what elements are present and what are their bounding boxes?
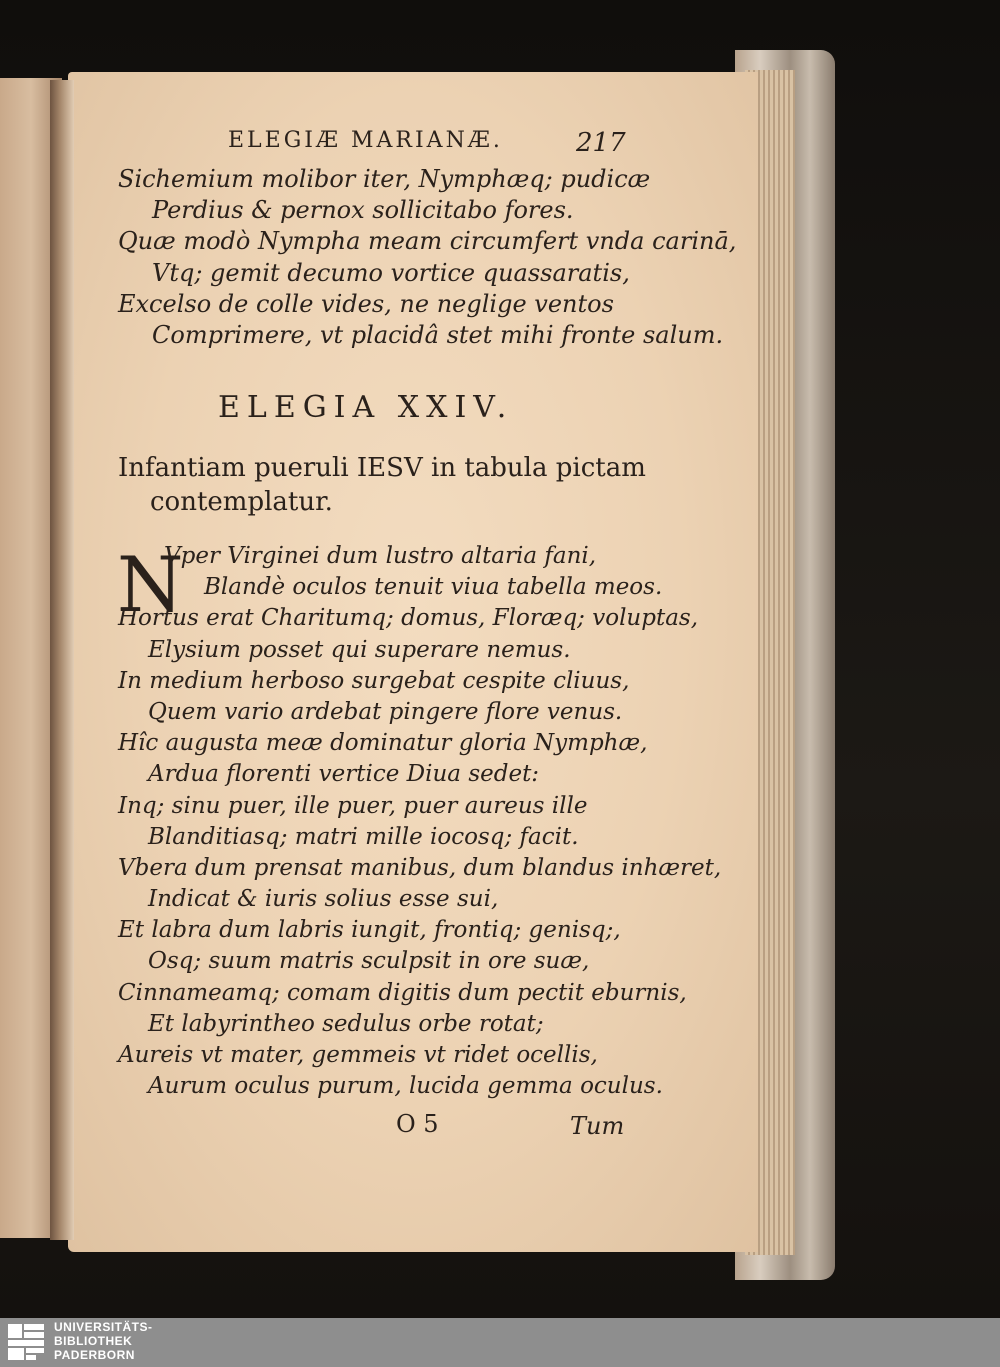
verse-line: Sichemium molibor iter, Nymphæq; pudicæ [118,165,651,193]
verse-line: Hortus erat Charitumq; domus, Floræq; voluptas, [118,605,699,632]
drop-cap: N [117,540,184,629]
verse-line: Comprimere, vt placidâ stet mihi fronte salum. [152,320,724,349]
library-name [54,1320,153,1362]
verse-line: Vper Virginei dum lustro altaria fani, [164,543,597,569]
verse-line: Vtq; gemit decumo vortice quassaratis, [152,258,630,287]
verse-line: Cinnameamq; comam digitis dum pectit eburnis, [118,979,687,1006]
verse-line: Ardua florenti vertice Diua sedet: [148,761,540,788]
verse-line: Osq; suum matris sculpsit in ore suæ, [148,948,590,975]
verse-line: Indicat & iuris solius esse sui, [148,886,499,913]
running-title: ELEGIÆ MARIANÆ. [228,128,503,153]
page-number: 217 [576,128,626,158]
verse-line: Quem vario ardebat pingere flore venus. [148,698,623,725]
catchword: Tum [570,1112,625,1140]
verse-line: Elysium posset qui superare nemus. [148,636,571,663]
gutter-shadow [50,80,74,1240]
library-logo-icon [6,1322,46,1362]
argument-line: contemplatur. [150,487,333,517]
elegy-argument [118,451,646,519]
verse-line: Blandè oculos tenuit viua tabella meos. [204,574,663,601]
elegy-title: ELEGIA XXIV. [218,390,514,425]
verse-line: Blanditiasq; matri mille iocosq; facit. [148,823,579,850]
verse-line: Excelso de colle vides, ne neglige ventos [118,289,614,318]
verse-line: Quæ modò Nympha meam circumfert vnda carinā, [118,227,737,256]
library-name-line: UNIVERSITÄTS- [54,1320,153,1334]
verses-top [118,164,736,351]
library-name-line: BIBLIOTHEK [54,1334,133,1348]
verse-line: Vbera dum prensat manibus, dum blandus inhæret, [118,854,722,881]
library-name-line: PADERBORN [54,1348,135,1362]
verse-line: Perdius & pernox sollicitabo fores. [152,196,574,225]
verse-line: Aurum oculus purum, lucida gemma oculus. [148,1073,663,1100]
verse-line: Aureis vt mater, gemmeis vt ridet ocellis, [118,1042,598,1068]
library-footer [0,1318,1000,1367]
elegy-verses [118,541,721,1102]
verse-line: Et labyrintheo sedulus orbe rotat; [148,1010,544,1037]
verse-line: In medium herboso surgebat cespite cliuus, [118,667,630,694]
verse-line: Hîc augusta meæ dominatur gloria Nymphæ, [118,730,648,757]
verse-line: Et labra dum labris iungit, frontiq; genisq;, [118,917,621,944]
argument-line: Infantiam pueruli IESV in tabula pictam [118,453,646,483]
signature-mark: O 5 [396,1110,439,1138]
verse-line: Inq; sinu puer, ille puer, puer aureus ille [118,792,588,819]
